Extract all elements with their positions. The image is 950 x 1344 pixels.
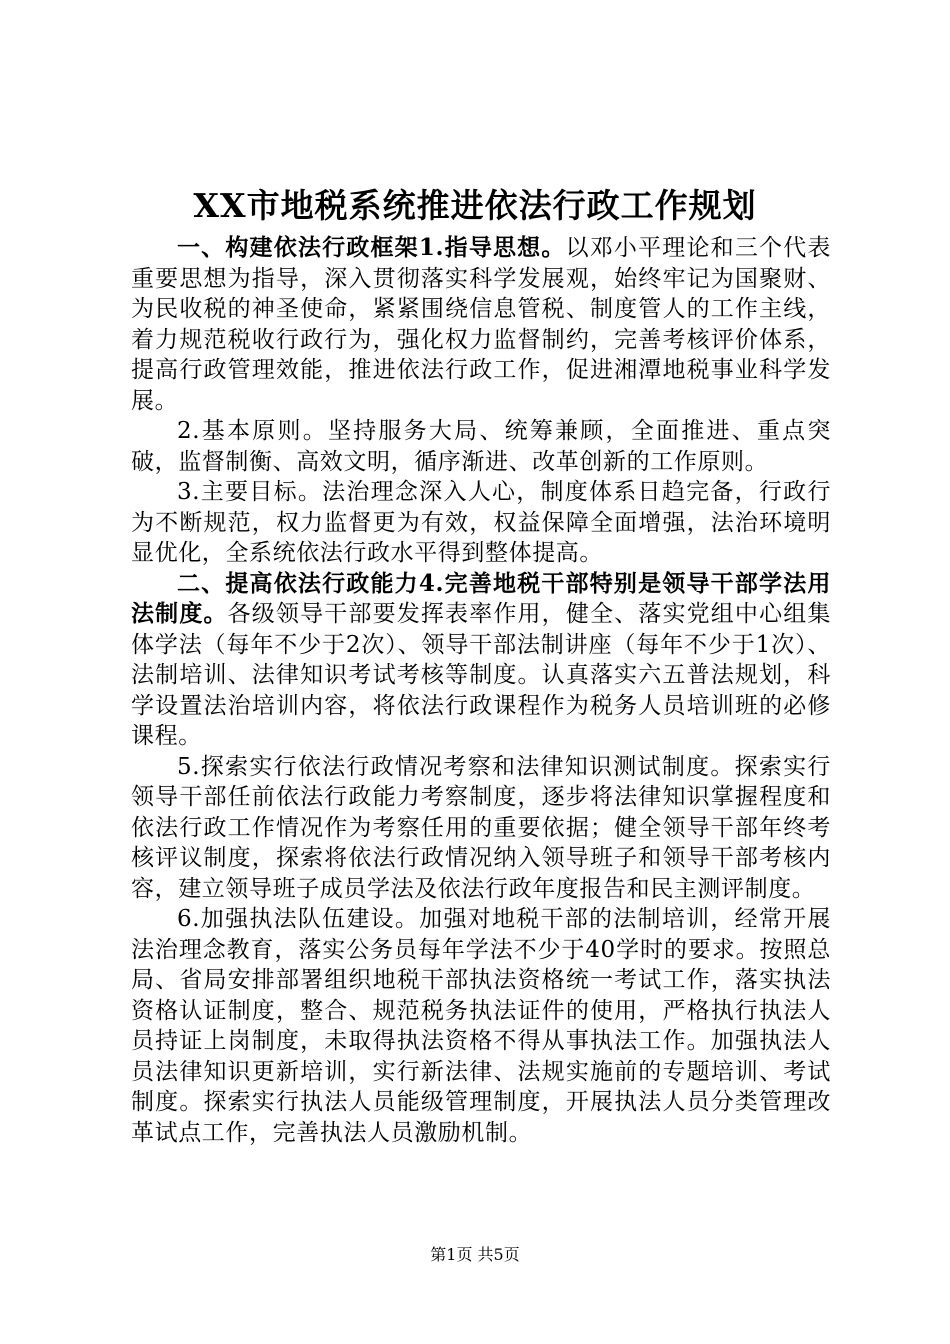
paragraph-4-lead: 二、提高依法行政能力4.完善地税干部特别是领导干部学法用法制度。 [131, 569, 831, 627]
paragraph-1-lead: 一、构建依法行政框架1.指导思想。 [177, 234, 566, 261]
paragraph-3 [131, 477, 831, 569]
paragraph-4-text: 各级领导干部要发挥表率作用，健全、落实党组中心组集体学法（每年不少于2次）、领导干部法制讲座（每年不少于1次）、法制培训、法律知识考试考核等制度。认真落实六五普法规划，科学设置法治培训内容，将依法行政课程作为税务人员培训班的必修课程。 [131, 601, 832, 749]
document-title: XX市地税系统推进依法行政工作规划 [193, 186, 757, 225]
paragraph-6-text: 6.加强执法队伍建设。加强对地税干部的法制培训，经常开展法治理念教育，落实公务员每年学法不少于40学时的要求。按照总局、省局安排部署组织地税干部执法资格统一考试工作，落实执法资格认证制度，整合、规范税务执法证件的使用，严格执行执法人员持证上岗制度，未取得执法资格不得从事执法工作。加强执法人员法律知识更新培训，实行新法律、法规实施前的专题培训、考试制度。探索实行执法人员能级管理制度，开展执法人员分类管理改革试点工作，完善执法人员激励机制。 [131, 906, 831, 1146]
paragraph-1-text: 以邓小平理论和三个代表重要思想为指导，深入贯彻落实科学发展观，始终牢记为国聚财、为民收税的神圣使命，紧紧围绕信息管税、制度管人的工作主线，着力规范税收行政行为，强化权力监督制约，完善考核评价体系，提高行政管理效能，推进依法行政工作，促进湘潭地税事业科学发展。 [131, 235, 831, 414]
paragraph-4 [131, 569, 831, 752]
paragraph-2-text: 2.基本原则。坚持服务大局、统筹兼顾，全面推进、重点突破，监督制衡、高效文明，循序渐进、改革创新的工作原则。 [131, 418, 831, 475]
paragraph-2 [131, 416, 831, 477]
document-body [131, 233, 831, 1148]
paragraph-6 [131, 904, 831, 1148]
paragraph-1 [131, 233, 831, 416]
page-footer: 第1页 共5页 [430, 1245, 520, 1264]
paragraph-3-text: 3.主要目标。法治理念深入人心，制度体系日趋完备，行政行为不断规范，权力监督更为有效，权益保障全面增强，法治环境明显优化，全系统依法行政水平得到整体提高。 [131, 479, 831, 566]
paragraph-5 [131, 752, 831, 905]
paragraph-5-text: 5.探索实行依法行政情况考察和法律知识测试制度。探索实行领导干部任前依法行政能力考察制度，逐步将法律知识掌握程度和依法行政工作情况作为考察任用的重要依据；健全领导干部年终考核评议制度，探索将依法行政情况纳入领导班子和领导干部考核内容，建立领导班子成员学法及依法行政年度报告和民主测评制度。 [131, 753, 831, 902]
